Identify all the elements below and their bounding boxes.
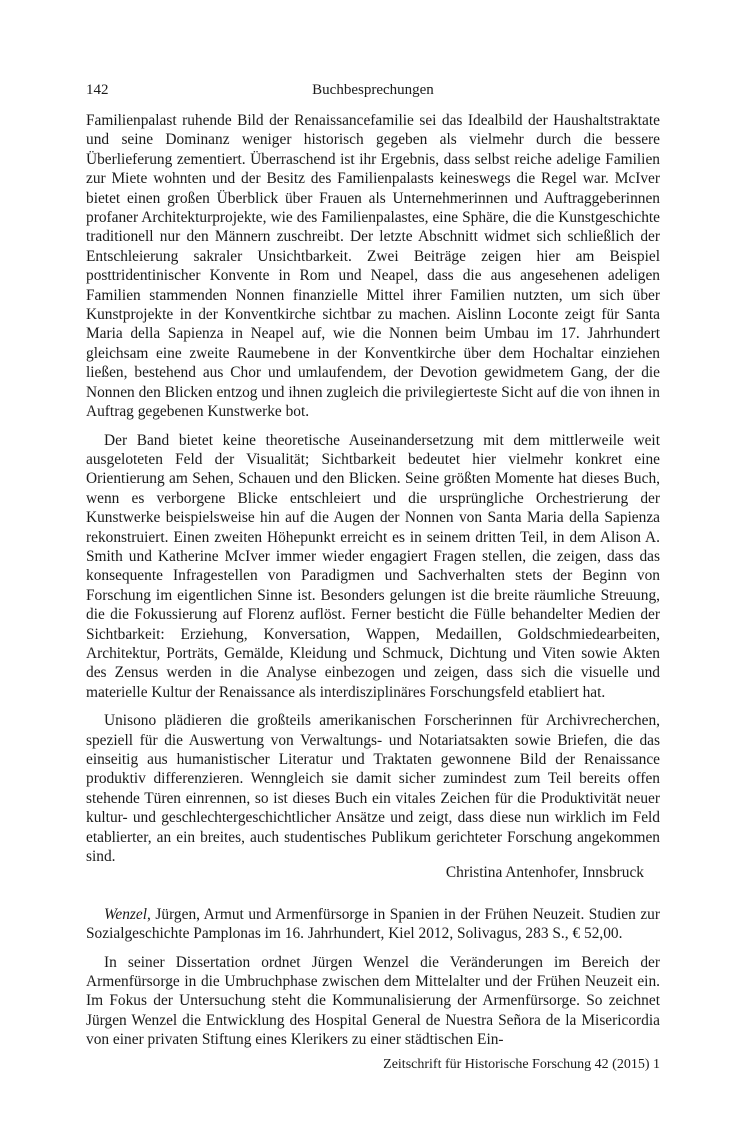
review-paragraph: In seiner Dissertation ordnet Jürgen Wenzel die Veränderungen im Bereich der Armenfürsorge in die Umbruchphase zwischen dem Mittelalter und der Frühen Neuzeit ein. Im Fokus der Untersuchung steht die Kommunalisierung der Armenfürsorge. So zeichnet Jürgen Wenzel die Entwicklung des Hospital General de Nuestra Señora de la Misericordia von einer privaten Stiftung eines Klerikers zu einer städtischen Ein- bbox=[86, 953, 660, 1049]
main-text bbox=[86, 111, 660, 1050]
paragraph-1: Familienpalast ruhende Bild der Renaissancefamilie sei das Idealbild der Haushaltstraktate und seine Dominanz weniger historisch gegeben als vielmehr durch die bessere Überlieferung zementiert. Überraschend ist ihr Ergebnis, dass selbst reiche adelige Familien zur Miete wohnten und der Besitz des Familienpalasts keineswegs die Regel war. McIver bietet einen großen Überblick über Frauen als Unternehmerinnen und Auftraggeberinnen profaner Architekturprojekte, wie des Familienpalastes, eine Sphäre, die die Kunstgeschichte traditionell nur den Männern zuschreibt. Der letzte Abschnitt widmet sich schließlich der Entschleierung sakraler Unsichtbarkeit. Zwei Beiträge zeigen hier am Beispiel posttridentinischer Konvente in Rom und Neapel, dass die aus angesehenen adeligen Familien stammenden Nonnen finanzielle Mittel ihrer Familien nutzten, um sich über Kunstprojekte in der Konventkirche sichtbar zu machen. Aislinn Loconte zeigt für Santa Maria della Sapienza in Neapel auf, wie die Nonnen beim Umbau im 17. Jahrhundert gleichsam eine zweite Raumebene in der Konventkirche über dem Hochaltar einziehen ließen, bestehend aus Chor und umlaufendem, der Devotion gewidmetem Gang, der die Nonnen den Blicken entzog und ihnen zugleich die privilegierteste Sicht auf die von ihnen in Auftrag gegebenen Kunstwerke bot. bbox=[86, 112, 660, 421]
page-header bbox=[86, 82, 660, 102]
reviewer-signature: Christina Antenhofer, Innsbruck bbox=[445, 864, 644, 882]
running-head: Buchbesprechungen bbox=[312, 82, 434, 98]
journal-footer: Zeitschrift für Historische Forschung 42 (2015) 1 bbox=[383, 1057, 660, 1072]
paragraph-2: Der Band bietet keine theoretische Auseinandersetzung mit dem mittlerweile weit ausgeloteten Feld der Visualität; Sichtbarkeit bedeutet hier vielmehr konkret eine Orientierung am Sehen, Schauen und den Blicken. Seine größten Momente hat dieses Buch, wenn es verborgene Blicke entschleiert und die ursprüngliche Orchestrierung der Kunstwerke beispielsweise hin auf die Augen der Nonnen von Santa Maria della Sapienza rekonstruiert. Einen zweiten Höhepunkt erreicht es in seinem dritten Teil, in dem Alison A. Smith und Katherine McIver immer wieder engagiert Fragen stellen, die zeigen, dass das konsequente Infragestellen von Paradigmen und Sachverhalten stets der Beginn von Forschung im eigentlichen Sinne ist. Besonders gelungen ist die breite räumliche Streuung, die die Fokussierung auf Florenz auflöst. Ferner besticht die Fülle behandelter Medien der Sichtbarkeit: Erziehung, Konversation, Wappen, Medaillen, Goldschmiedearbeiten, Architektur, Porträts, Gemälde, Kleidung und Schmuck, Dichtung und Viten sowie Akten des Zensus werden in die Analyse einbezogen und zeigen, dass sich die visuelle und materielle Kultur der Renaissance als interdisziplinäres Forschungsfeld etabliert hat. bbox=[86, 431, 660, 701]
page-number: 142 bbox=[86, 82, 109, 98]
book-details: , Jürgen, Armut und Armenfürsorge in Spanien in der Frühen Neuzeit. Studien zur Sozialgeschichte Pamplonas im 16. Jahrhundert, Kiel 2012, Solivagus, 283 S., € 52,00. bbox=[86, 905, 660, 943]
paragraph-3: Unisono plädieren die großteils amerikanischen Forscherinnen für Archivrecherchen, speziell für die Auswertung von Verwaltungs- und Notariatsakten sowie Briefen, die das einseitig aus humanistischer Literatur und Traktaten gewonnene Bild der Renaissance produktiv differenzieren. Wenngleich sie damit sicher zumindest zum Teil bereits offen stehende Türen einrennen, so ist dieses Buch ein vitales Zeichen für die Produktivität neuer kultur- und geschlechtergeschichtlicher Ansätze und zeigt, dass diese nun wirklich im Feld etablierter, an ein breites, auch studentisches Publikum gerichteter Forschung angekommen sind. bbox=[86, 712, 660, 866]
bibliographic-entry bbox=[86, 905, 660, 944]
book-author: Wenzel bbox=[104, 905, 148, 923]
